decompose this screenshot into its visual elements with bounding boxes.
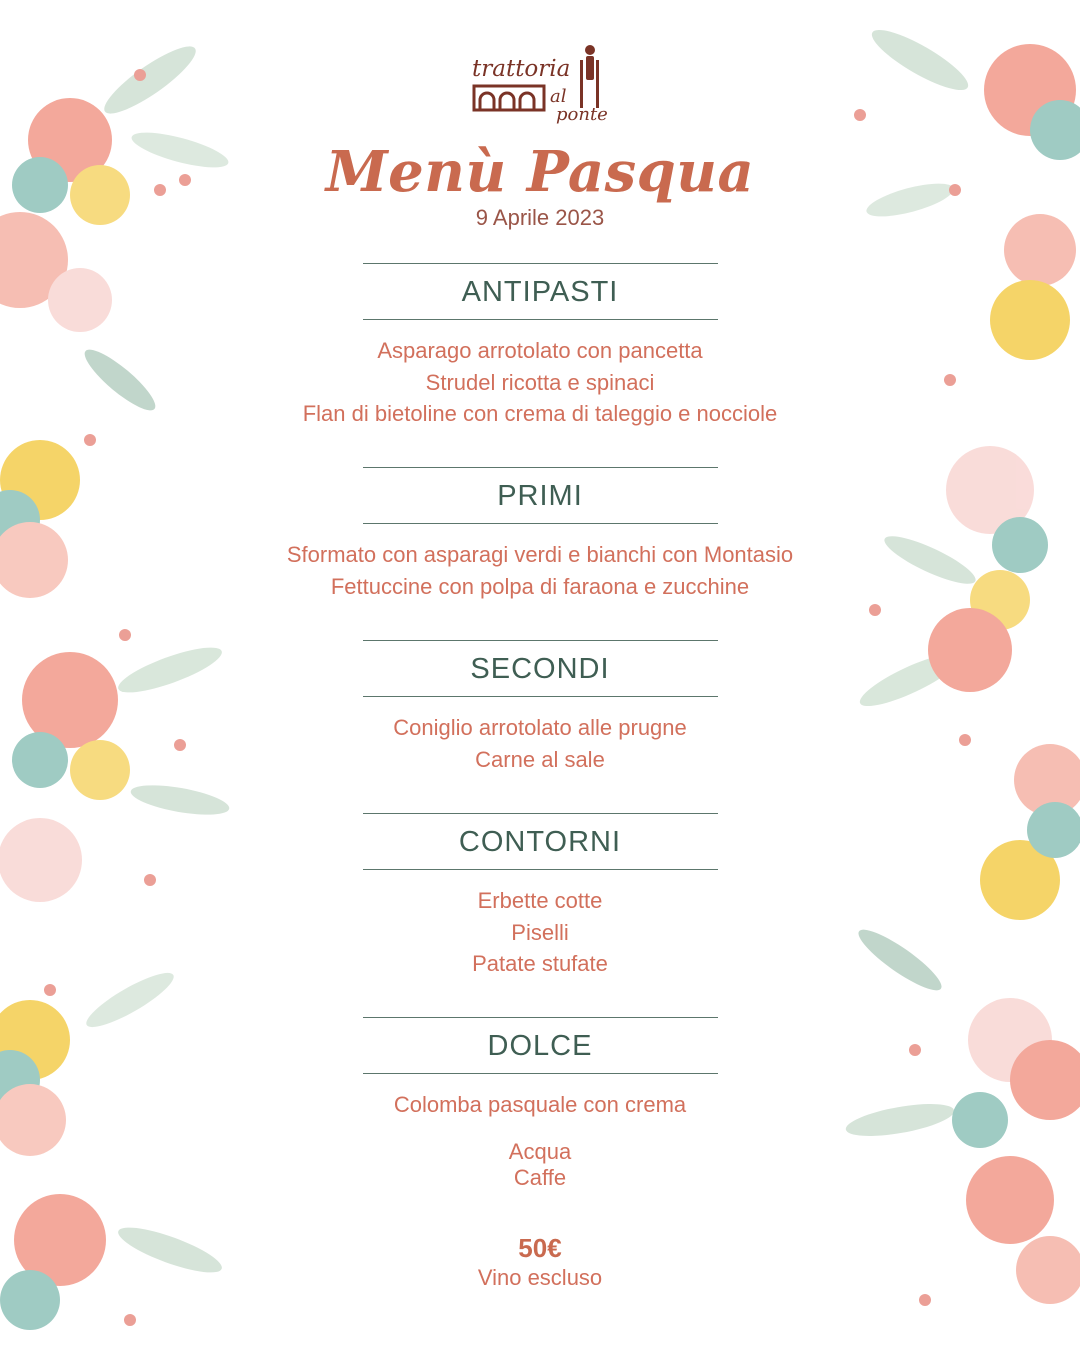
extra-item: Acqua <box>508 1139 572 1164</box>
section-heading: SECONDI <box>470 653 610 685</box>
divider <box>363 696 718 697</box>
divider <box>363 1073 718 1074</box>
dish-item: Sformato con asparagi verdi e bianchi con Montasio <box>286 542 794 567</box>
dish-item: Erbette cotte <box>477 888 603 913</box>
floral-decoration-icon <box>0 0 240 1350</box>
restaurant-logo <box>470 40 615 124</box>
dish-item: Patate stufate <box>472 951 608 976</box>
dish-list <box>240 712 840 775</box>
divider <box>363 467 718 468</box>
floral-border-left <box>0 0 240 1350</box>
divider <box>363 1017 718 1018</box>
trattoria-logo-icon <box>470 40 615 124</box>
dish-list <box>240 539 840 602</box>
dish-item: Carne al sale <box>475 746 605 772</box>
dish-list <box>240 1089 840 1121</box>
dish-list <box>240 335 840 430</box>
section-heading: CONTORNI <box>458 826 622 858</box>
extras-list <box>240 1139 840 1191</box>
divider <box>363 263 718 264</box>
section-heading: DOLCE <box>487 1030 593 1062</box>
logo-text-trattoria: trattoria <box>472 56 571 82</box>
dish-item: Fettuccine con polpa di faraona e zucchine <box>330 573 750 599</box>
menu-date: 9 Aprile 2023 <box>475 205 605 230</box>
divider <box>363 640 718 641</box>
section-heading: PRIMI <box>497 480 583 512</box>
dish-item: Asparago arrotolato con pancetta <box>377 338 703 363</box>
floral-decoration-icon <box>840 0 1080 1350</box>
dish-item: Strudel ricotta e spinaci <box>425 369 655 395</box>
extra-item: Caffe <box>513 1165 567 1190</box>
logo-text-al: al <box>550 86 567 107</box>
dish-item: Flan di bietoline con crema di taleggio e nocciole <box>302 401 778 426</box>
dish-item: Colomba pasquale con crema <box>393 1092 687 1117</box>
divider <box>363 813 718 814</box>
divider <box>363 319 718 320</box>
menu-price: 50€ <box>518 1233 562 1263</box>
page-title: Menù Pasqua <box>325 139 755 205</box>
dish-item: Piselli <box>511 919 569 945</box>
logo-text-ponte: ponte <box>556 104 608 124</box>
divider <box>363 523 718 524</box>
section-heading: ANTIPASTI <box>461 276 619 308</box>
floral-border-right <box>840 0 1080 1350</box>
divider <box>363 869 718 870</box>
menu-card <box>240 0 840 1350</box>
dish-item: Coniglio arrotolato alle prugne <box>393 715 687 740</box>
price-note: Vino escluso <box>477 1265 603 1290</box>
dish-list <box>240 885 840 980</box>
